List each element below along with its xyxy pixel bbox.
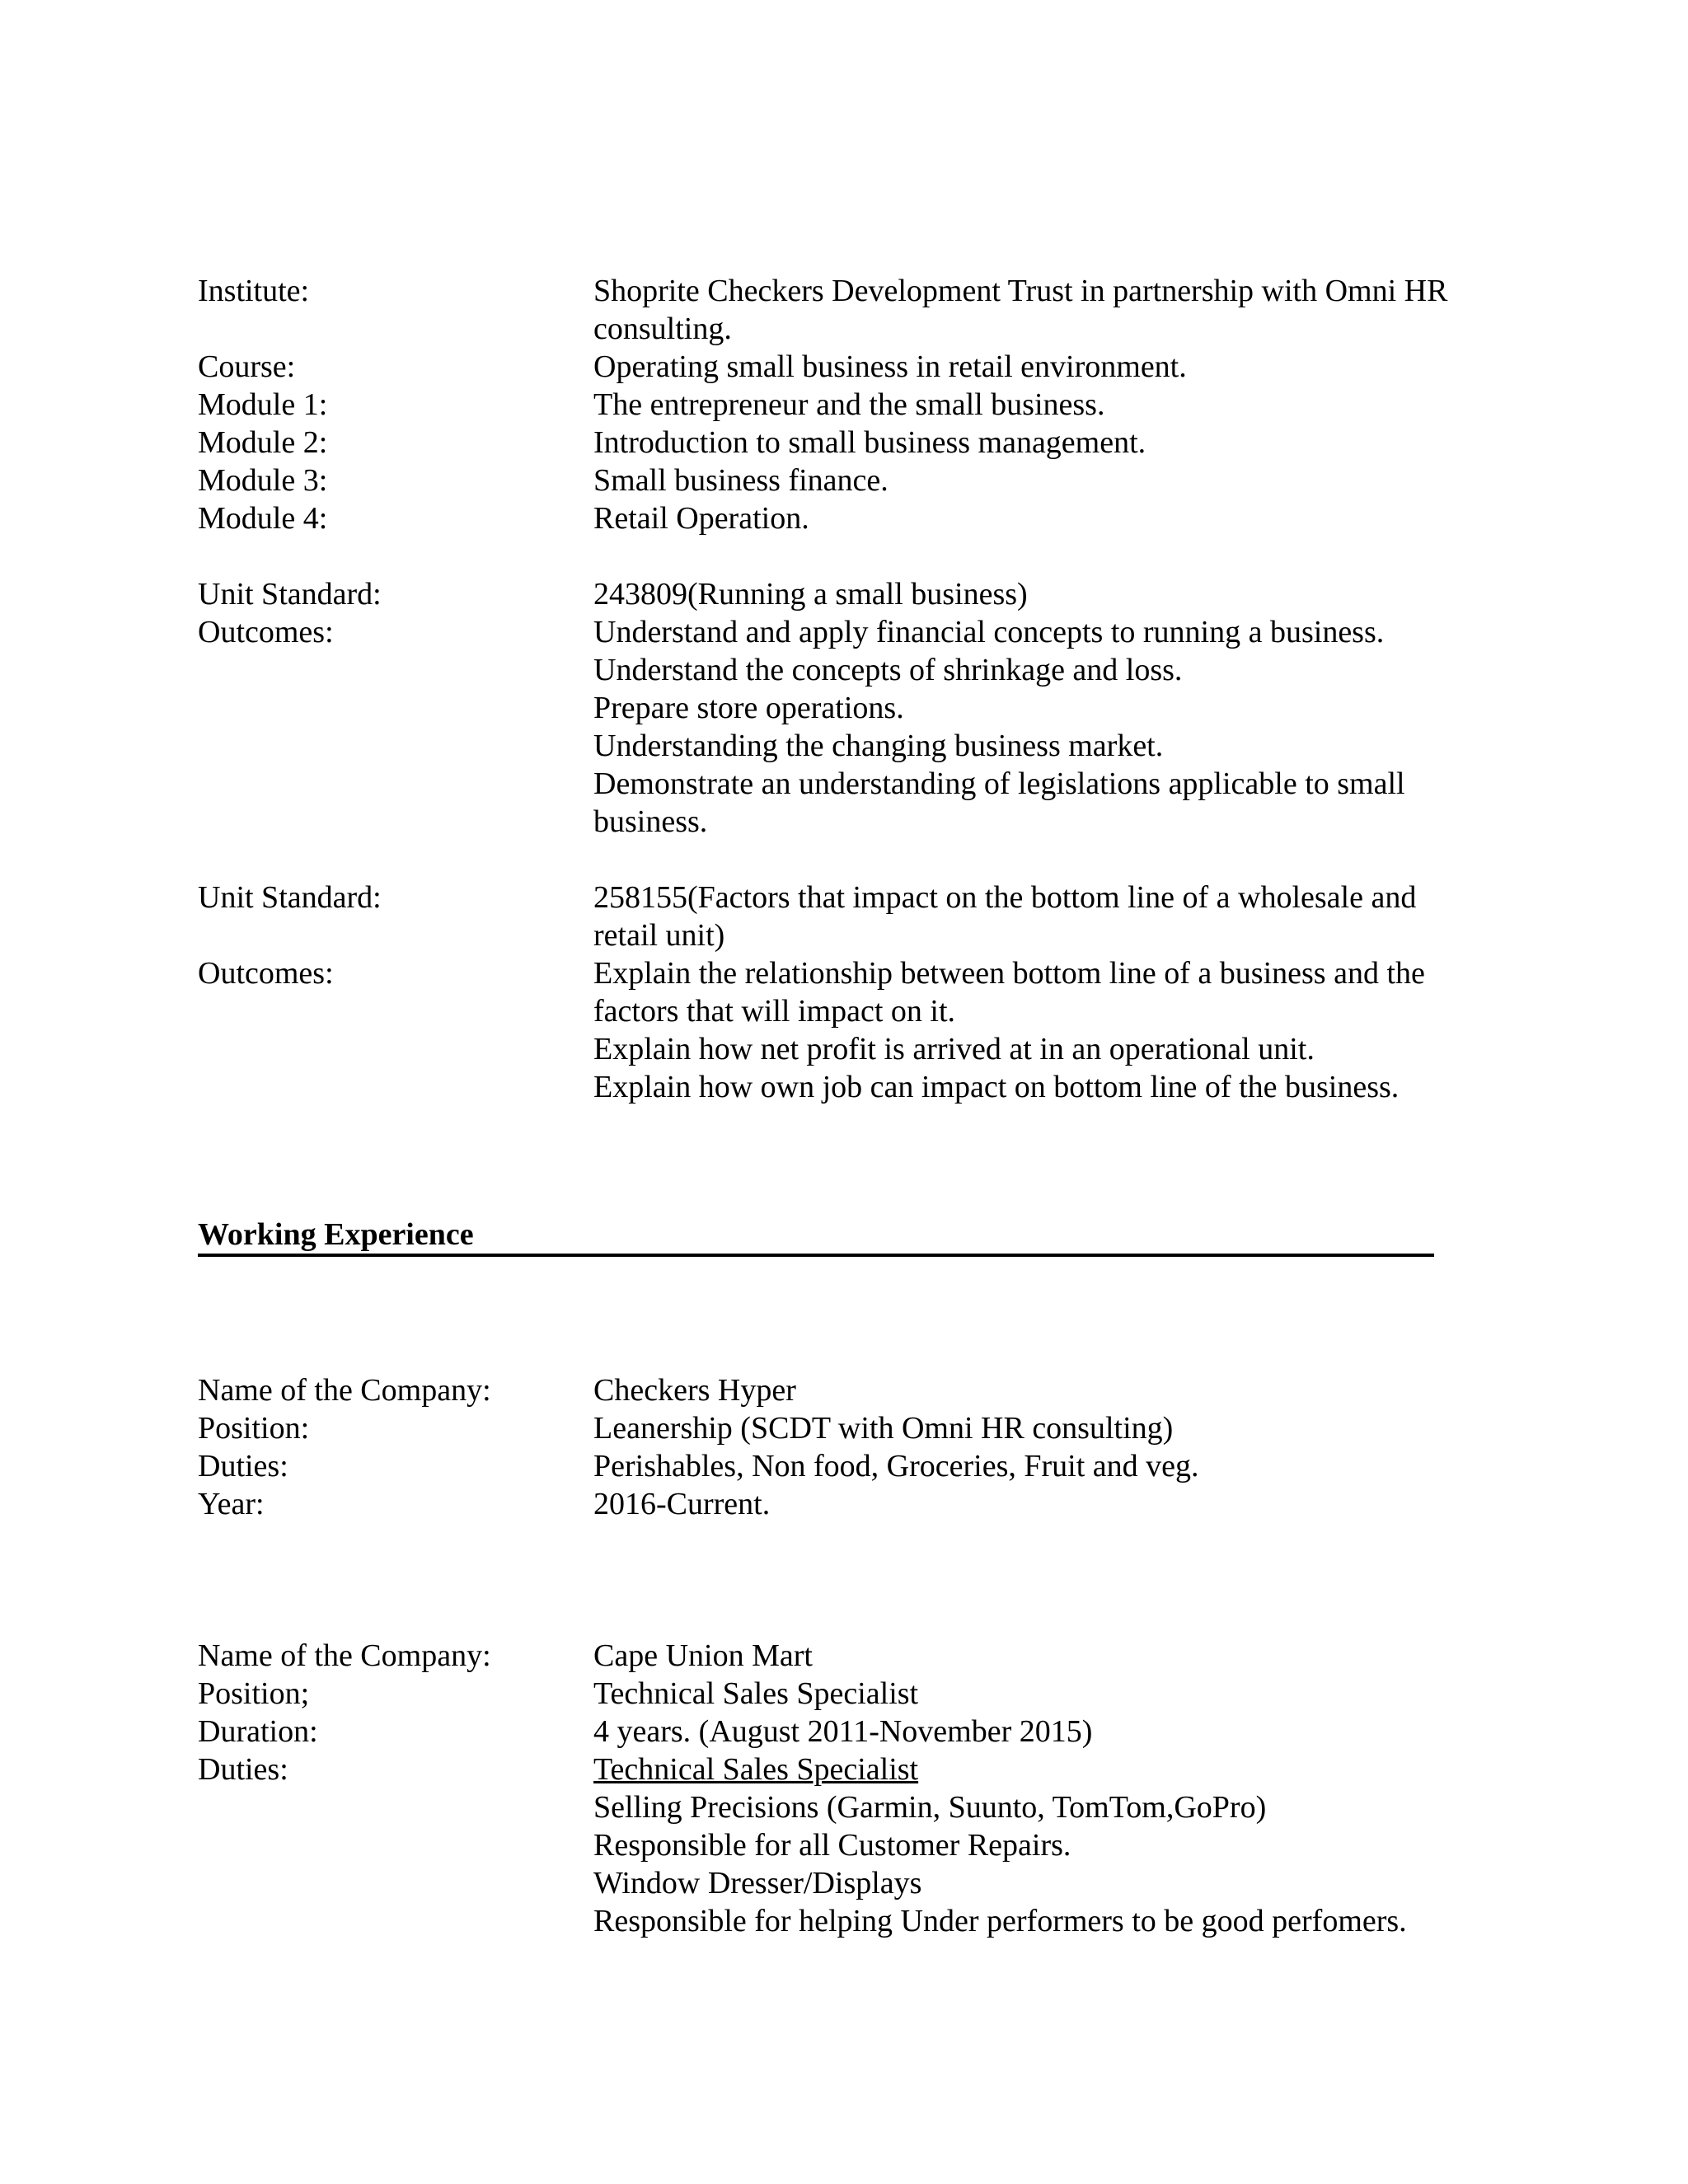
unit-standard-2-value: 258155(Factors that impact on the bottom line of a wholesale and bbox=[593, 880, 1417, 915]
duties-subheading: Technical Sales Specialist bbox=[593, 1752, 919, 1787]
outcome-item: Explain the relationship between bottom line of a business and the bbox=[593, 956, 1425, 991]
outcome-item: business. bbox=[593, 804, 708, 839]
year-label: Year: bbox=[198, 1487, 265, 1521]
duration-value: 4 years. (August 2011-November 2015) bbox=[593, 1714, 1093, 1749]
outcome-item: factors that will impact on it. bbox=[593, 994, 956, 1029]
outcome-item: Explain how own job can impact on bottom line of the business. bbox=[593, 1070, 1400, 1104]
outcome-item: Explain how net profit is arrived at in an operational unit. bbox=[593, 1032, 1315, 1066]
company-label: Name of the Company: bbox=[198, 1638, 491, 1673]
position-value: Leanership (SCDT with Omni HR consulting) bbox=[593, 1411, 1174, 1446]
module-2-label: Module 2: bbox=[198, 425, 328, 460]
module-2-value: Introduction to small business management. bbox=[593, 425, 1146, 460]
company-label: Name of the Company: bbox=[198, 1373, 491, 1408]
outcome-item: Understand the concepts of shrinkage and loss. bbox=[593, 653, 1183, 687]
unit-standard-2-value-cont: retail unit) bbox=[593, 918, 725, 953]
outcome-item: Understanding the changing business market. bbox=[593, 729, 1164, 763]
module-3-label: Module 3: bbox=[198, 463, 328, 498]
module-1-value: The entrepreneur and the small business. bbox=[593, 387, 1105, 422]
duties-value: Perishables, Non food, Groceries, Fruit and veg. bbox=[593, 1449, 1199, 1483]
duty-item: Window Dresser/Displays bbox=[593, 1866, 922, 1900]
duty-item: Responsible for all Customer Repairs. bbox=[593, 1828, 1071, 1863]
outcomes-2-label: Outcomes: bbox=[198, 956, 334, 991]
year-value: 2016-Current. bbox=[593, 1487, 771, 1521]
company-value: Checkers Hyper bbox=[593, 1373, 796, 1408]
position-label: Position: bbox=[198, 1411, 310, 1446]
institute-value-cont: consulting. bbox=[593, 312, 732, 346]
position-value: Technical Sales Specialist bbox=[593, 1676, 919, 1711]
module-1-label: Module 1: bbox=[198, 387, 328, 422]
outcomes-1-label: Outcomes: bbox=[198, 615, 334, 649]
duty-item: Responsible for helping Under performers to be good perfomers. bbox=[593, 1904, 1407, 1938]
module-4-label: Module 4: bbox=[198, 501, 328, 536]
institute-value: Shoprite Checkers Development Trust in partnership with Omni HR bbox=[593, 274, 1448, 308]
outcome-item: Demonstrate an understanding of legislations applicable to small bbox=[593, 766, 1405, 801]
duty-item: Selling Precisions (Garmin, Suunto, TomTom,GoPro) bbox=[593, 1790, 1267, 1825]
duties-label: Duties: bbox=[198, 1449, 288, 1483]
duration-label: Duration: bbox=[198, 1714, 318, 1749]
outcome-item: Prepare store operations. bbox=[593, 691, 904, 725]
unit-standard-2-label: Unit Standard: bbox=[198, 880, 382, 915]
unit-standard-1-label: Unit Standard: bbox=[198, 577, 382, 612]
course-label: Course: bbox=[198, 349, 296, 384]
position-label: Position; bbox=[198, 1676, 310, 1711]
duties-label: Duties: bbox=[198, 1752, 288, 1787]
institute-label: Institute: bbox=[198, 274, 310, 308]
company-value: Cape Union Mart bbox=[593, 1638, 813, 1673]
course-value: Operating small business in retail environment. bbox=[593, 349, 1187, 384]
section-heading-working-experience: Working Experience bbox=[198, 1216, 1434, 1257]
module-4-value: Retail Operation. bbox=[593, 501, 809, 536]
unit-standard-1-value: 243809(Running a small business) bbox=[593, 577, 1028, 612]
outcome-item: Understand and apply financial concepts to running a business. bbox=[593, 615, 1385, 649]
module-3-value: Small business finance. bbox=[593, 463, 889, 498]
